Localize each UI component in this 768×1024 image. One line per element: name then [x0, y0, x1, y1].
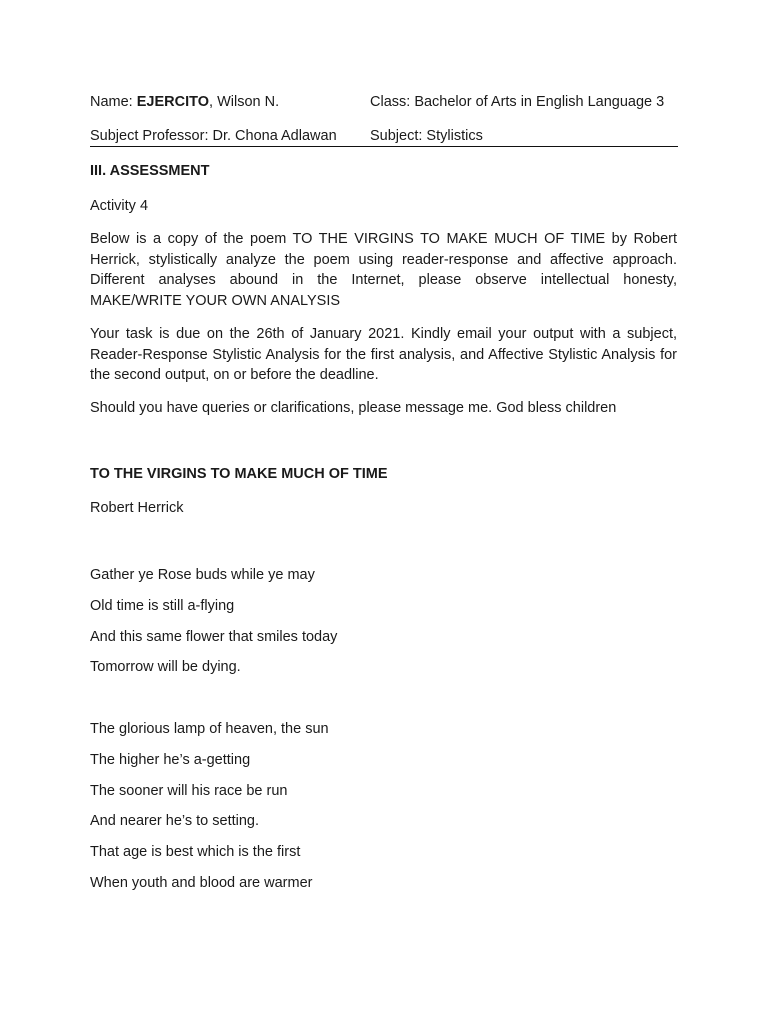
professor-info: Subject Professor: Dr. Chona Adlawan [90, 128, 337, 144]
name-label: Name: [90, 94, 137, 110]
poem-line: The higher he’s a-getting [90, 752, 251, 768]
poem-line: The sooner will his race be run [90, 783, 288, 799]
closing-paragraph: Should you have queries or clarifications, please message me. God bless children [90, 400, 617, 416]
poem-author: Robert Herrick [90, 500, 184, 516]
student-surname: EJERCITO [136, 94, 210, 110]
poem-line: And nearer he’s to setting. [90, 813, 260, 829]
poem-line: Old time is still a-flying [90, 598, 235, 614]
poem-line: And this same flower that smiles today [90, 629, 338, 645]
header-divider [90, 146, 678, 147]
deadline-paragraph: Your task is due on the 26th of January 2021. Kindly email your output with a subject, Reader-Response Stylistic Analysis for the first analysis, and Affective Stylistic Analysis for the second output, on or before the deadline. [90, 326, 677, 383]
header-row-1 [90, 91, 678, 113]
subject-info: Subject: Stylistics [370, 128, 483, 144]
poem-line: That age is best which is the first [90, 844, 301, 860]
student-name [90, 91, 279, 113]
instructions-paragraph: Below is a copy of the poem TO THE VIRGINS TO MAKE MUCH OF TIME by Robert Herrick, stylistically analyze the poem using reader-response and affective approach. Different analyses abound in the Internet, please observe intellectual honesty, MAKE/WRITE YOUR OWN ANALYSIS [90, 231, 677, 309]
poem-line: The glorious lamp of heaven, the sun [90, 721, 329, 737]
poem-line: When youth and blood are warmer [90, 875, 313, 891]
activity-title: Activity 4 [90, 198, 149, 214]
section-title: III. ASSESSMENT [90, 163, 210, 179]
poem-line: Tomorrow will be dying. [90, 659, 241, 675]
poem-title: TO THE VIRGINS TO MAKE MUCH OF TIME [90, 466, 388, 482]
poem-line: Gather ye Rose buds while ye may [90, 567, 315, 583]
student-given-name: , Wilson N. [209, 94, 280, 110]
header-row-2 [90, 125, 678, 147]
class-info: Class: Bachelor of Arts in English Language 3 [370, 94, 665, 110]
